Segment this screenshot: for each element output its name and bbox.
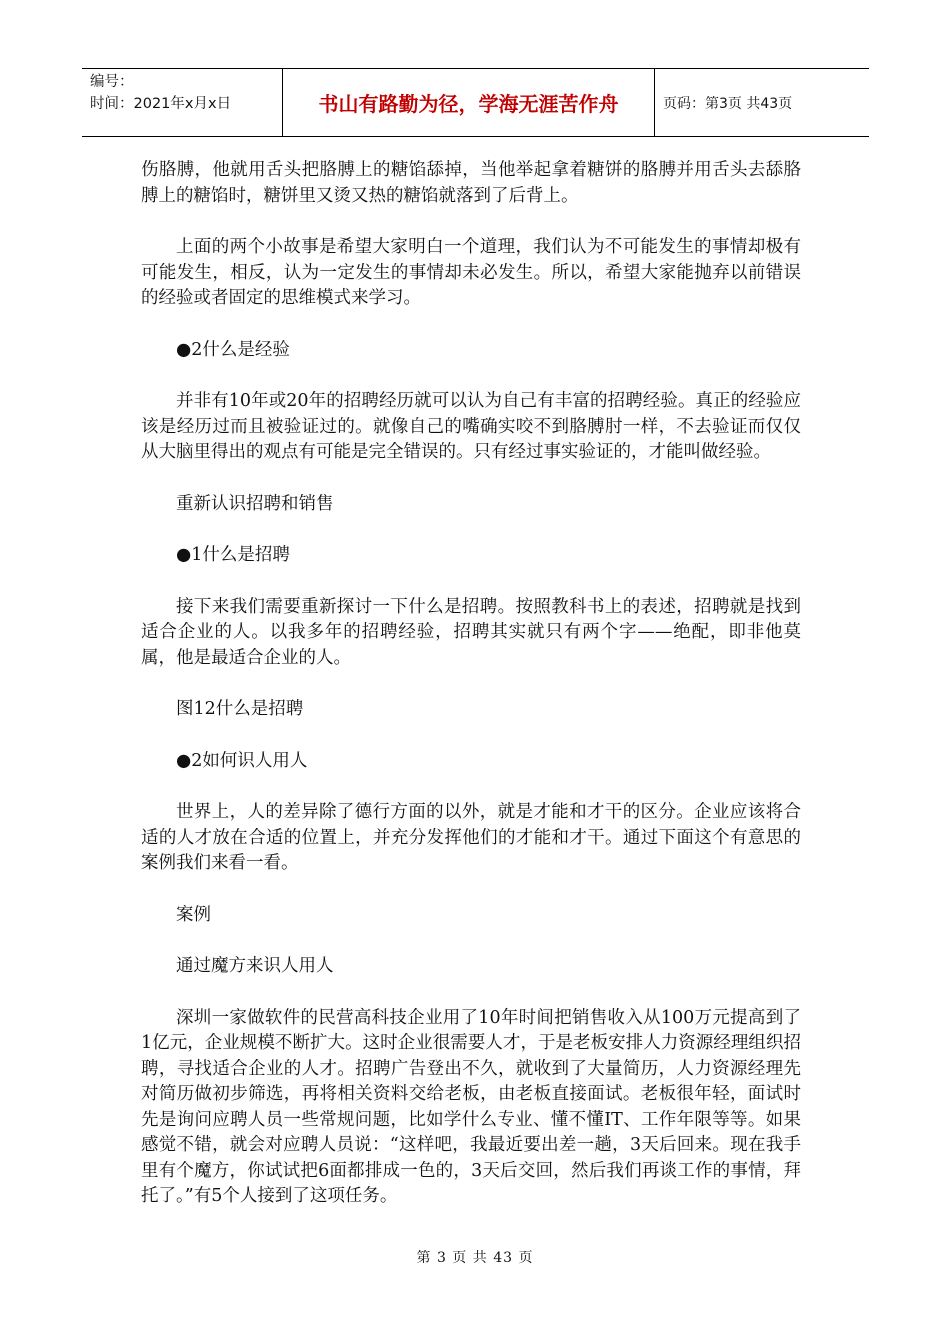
section-heading: ●2什么是经验 <box>176 339 290 360</box>
header-meta <box>82 69 283 136</box>
paragraph: 上面的两个小故事是希望大家明白一个道理，我们认为不可能发生的事情却极有可能发生，相反，认为一定发生的事情却未必发生。所以，希望大家能抛弃以前错误的经验或者固定的思维模式来学习。 <box>141 237 801 308</box>
paragraph: 伤胳膊，他就用舌头把胳膊上的糖馅舔掉，当他举起拿着糖饼的胳膊并用舌头去舔胳膊上的糖馅时，糖饼里又烫又热的糖馅就落到了后背上。 <box>141 160 801 206</box>
document-body <box>141 158 801 1236</box>
paragraph: 世界上，人的差异除了德行方面的以外，就是才能和才干的区分。企业应该将合适的人才放在合适的位置上，并充分发挥他们的才能和才干。通过下面这个有意思的案例我们来看一看。 <box>141 802 801 873</box>
section-heading: 重新认识招聘和销售 <box>176 493 334 514</box>
paragraph: 并非有10年或20年的招聘经历就可以认为自己有丰富的招聘经验。真正的经验应该是经历过而且被验证过的。就像自己的嘴确实咬不到胳膊肘一样，不去验证而仅仅从大脑里得出的观点有可能是完全错误的。只有经过事实验证的，才能叫做经验。 <box>141 391 801 462</box>
header-page-info: 页码：第3页 共43页 <box>663 95 793 112</box>
page-footer: 第 3 页 共 43 页 <box>416 1250 534 1266</box>
document-date: 时间：2021年x月x日 <box>90 96 232 112</box>
case-label: 案例 <box>176 904 211 925</box>
paragraph: 接下来我们需要重新探讨一下什么是招聘。按照教科书上的表述，招聘就是找到适合企业的人。以我多年的招聘经验，招聘其实就只有两个字——绝配，即非他莫属，他是最适合企业的人。 <box>141 596 801 668</box>
section-heading: ●1什么是招聘 <box>176 545 290 565</box>
page-header <box>82 68 869 137</box>
case-title: 通过魔方来识人用人 <box>176 956 334 976</box>
header-motto: 书山有路勤为径，学海无涯苦作舟 <box>283 69 655 136</box>
document-number-label: 编号： <box>90 74 134 90</box>
figure-caption: 图12什么是招聘 <box>176 699 304 719</box>
paragraph: 深圳一家做软件的民营高科技企业用了10年时间把销售收入从100万元提高到了1亿元，企业规模不断扩大。这时企业很需要人才，于是老板安排人力资源经理组织招聘，寻找适合企业的人才。招聘广告登出不久，就收到了大量简历，人力资源经理先对简历做初步筛选，再将相关资料交给老板，由老板直接面试。老板很年轻，面试时先是询问应聘人员一些常规问题，比如学什么专业、懂不懂IT、工作年限等等。如果感觉不错，就会对应聘人员说：“这样吧，我最近要出差一趟，3天后回来。现在我手里有个魔方，你试试把6面都排成一色的，3天后交回，然后我们再谈工作的事情，拜托了。”有5个人接到了这项任务。 <box>141 1007 801 1206</box>
section-heading: ●2如何识人用人 <box>176 750 308 771</box>
